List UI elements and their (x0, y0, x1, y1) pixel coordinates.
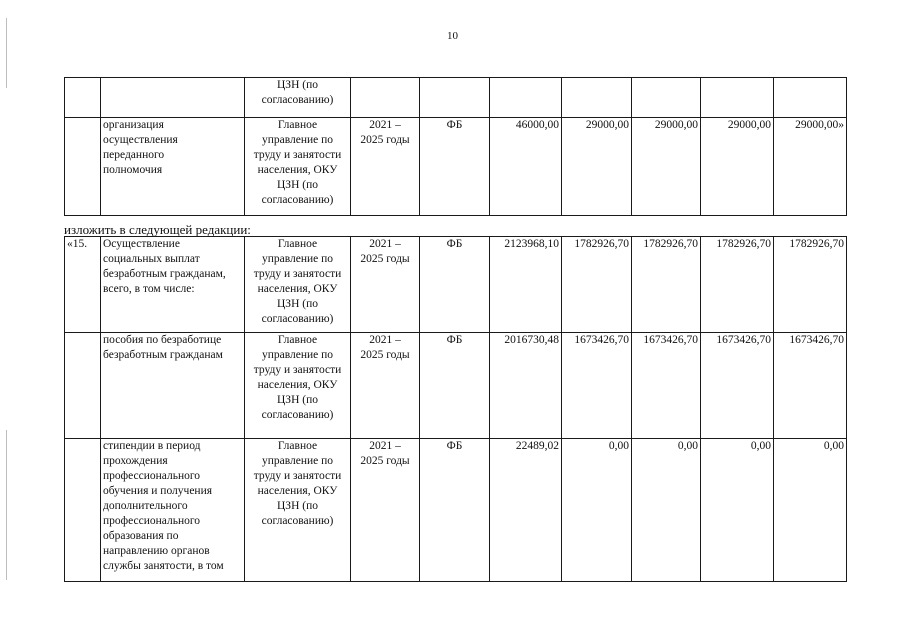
task-cell-line: стипендии в период (103, 440, 201, 452)
task-cell (101, 237, 245, 333)
task-cell-line: службы занятости, в том (103, 560, 224, 572)
executor-cell-line: согласованию) (261, 515, 334, 527)
task-cell-line: социальных выплат (103, 253, 200, 265)
executor-cell-line: согласованию) (261, 409, 334, 421)
period-cell-line: 2021 – (369, 119, 401, 131)
task-cell (101, 333, 245, 439)
executor-cell-line: ЦЗН (по (277, 394, 318, 406)
amount-cell: 29000,00» (774, 118, 847, 216)
amendment-intro-text: изложить в следующей редакции: (64, 222, 251, 237)
period-cell (351, 78, 420, 118)
task-cell-line: всего, в том числе: (103, 283, 195, 295)
executor-cell-line: Главное (277, 440, 318, 452)
executor-cell-line: труду и занятости (253, 364, 342, 376)
amount-cell: 1782926,70 (632, 237, 701, 333)
task-cell (101, 78, 245, 118)
executor-cell (245, 78, 351, 118)
period-cell-line: 2025 годы (360, 349, 410, 361)
row-number-cell (65, 78, 101, 118)
row-number-cell: «15. (65, 237, 101, 333)
amount-cell: 1673426,70 (701, 333, 774, 439)
amount-cell (490, 78, 562, 118)
funding-source-cell: ФБ (420, 439, 490, 582)
period-cell-line: 2021 – (369, 238, 401, 250)
amount-cell: 2016730,48 (490, 333, 562, 439)
amount-cell: 29000,00 (562, 118, 632, 216)
amount-cell: 1782926,70 (774, 237, 847, 333)
period-cell-line: 2021 – (369, 440, 401, 452)
table-row (65, 333, 847, 439)
period-cell-line: 2025 годы (360, 134, 410, 146)
executor-cell (245, 237, 351, 333)
task-cell-line: организация (103, 119, 164, 131)
row-number-cell (65, 118, 101, 216)
table-row (65, 78, 847, 118)
executor-cell-line: согласованию) (261, 313, 334, 325)
task-cell-line: безработным гражданам (103, 349, 223, 361)
amount-cell: 22489,02 (490, 439, 562, 582)
amount-cell: 46000,00 (490, 118, 562, 216)
amount-cell: 29000,00 (701, 118, 774, 216)
task-cell-line: образования по (103, 530, 179, 542)
task-cell-line: осуществления (103, 134, 178, 146)
amount-cell: 0,00 (774, 439, 847, 582)
scan-edge-mark (6, 18, 7, 88)
executor-cell-line: населения, ОКУ (257, 485, 338, 497)
executor-cell-line: Главное (277, 238, 318, 250)
amount-cell: 29000,00 (632, 118, 701, 216)
period-cell (351, 118, 420, 216)
task-cell-line: профессионального (103, 515, 201, 527)
amount-cell: 2123968,10 (490, 237, 562, 333)
executor-cell (245, 118, 351, 216)
funding-source-cell: ФБ (420, 237, 490, 333)
task-cell-line: профессионального (103, 470, 201, 482)
page-number: 10 (447, 30, 458, 42)
task-cell-line: пособия по безработице (103, 334, 222, 346)
executor-cell-line: Главное (277, 334, 318, 346)
executor-cell (245, 439, 351, 582)
table-row (65, 439, 847, 582)
amount-cell: 1782926,70 (701, 237, 774, 333)
executor-cell-line: труду и занятости (253, 149, 342, 161)
period-cell (351, 237, 420, 333)
task-cell-line: Осуществление (103, 238, 180, 250)
executor-cell-line: ЦЗН (по (277, 79, 318, 91)
task-cell-line: безработным гражданам, (103, 268, 226, 280)
executor-cell-line: ЦЗН (по (277, 298, 318, 310)
funding-source-cell: ФБ (420, 118, 490, 216)
executor-cell-line: согласованию) (261, 194, 334, 206)
period-cell-line: 2021 – (369, 334, 401, 346)
executor-cell-line: труду и занятости (253, 470, 342, 482)
amount-cell: 0,00 (701, 439, 774, 582)
executor-cell-line: управление по (261, 253, 334, 265)
amount-cell: 1673426,70 (632, 333, 701, 439)
amount-cell (774, 78, 847, 118)
executor-cell-line: управление по (261, 134, 334, 146)
funding-source-cell: ФБ (420, 333, 490, 439)
task-cell-line: обучения и получения (103, 485, 213, 497)
amount-cell (701, 78, 774, 118)
row-number-cell (65, 439, 101, 582)
executor-cell-line: населения, ОКУ (257, 164, 338, 176)
period-cell (351, 439, 420, 582)
task-cell-line: направлению органов (103, 545, 210, 557)
executor-cell-line: ЦЗН (по (277, 179, 318, 191)
table-row (65, 237, 847, 333)
executor-cell-line: управление по (261, 455, 334, 467)
executor-cell-line: Главное (277, 119, 318, 131)
executor-cell (245, 333, 351, 439)
task-cell (101, 439, 245, 582)
period-cell (351, 333, 420, 439)
amount-cell: 0,00 (632, 439, 701, 582)
period-cell-line: 2025 годы (360, 455, 410, 467)
funding-source-cell (420, 78, 490, 118)
table-new-wording (64, 236, 847, 582)
amount-cell: 1673426,70 (562, 333, 632, 439)
table-before-amendment (64, 77, 847, 216)
amount-cell: 1673426,70 (774, 333, 847, 439)
period-cell-line: 2025 годы (360, 253, 410, 265)
task-cell-line: полномочия (103, 164, 163, 176)
table-row (65, 118, 847, 216)
task-cell-line: дополнительного (103, 500, 188, 512)
executor-cell-line: согласованию) (261, 94, 334, 106)
scan-edge-mark (6, 430, 7, 580)
row-number-cell (65, 333, 101, 439)
executor-cell-line: труду и занятости (253, 268, 342, 280)
task-cell (101, 118, 245, 216)
executor-cell-line: населения, ОКУ (257, 379, 338, 391)
amount-cell: 1782926,70 (562, 237, 632, 333)
amount-cell: 0,00 (562, 439, 632, 582)
amount-cell (562, 78, 632, 118)
task-cell-line: переданного (103, 149, 165, 161)
amount-cell (632, 78, 701, 118)
executor-cell-line: управление по (261, 349, 334, 361)
executor-cell-line: ЦЗН (по (277, 500, 318, 512)
executor-cell-line: населения, ОКУ (257, 283, 338, 295)
task-cell-line: прохождения (103, 455, 168, 467)
